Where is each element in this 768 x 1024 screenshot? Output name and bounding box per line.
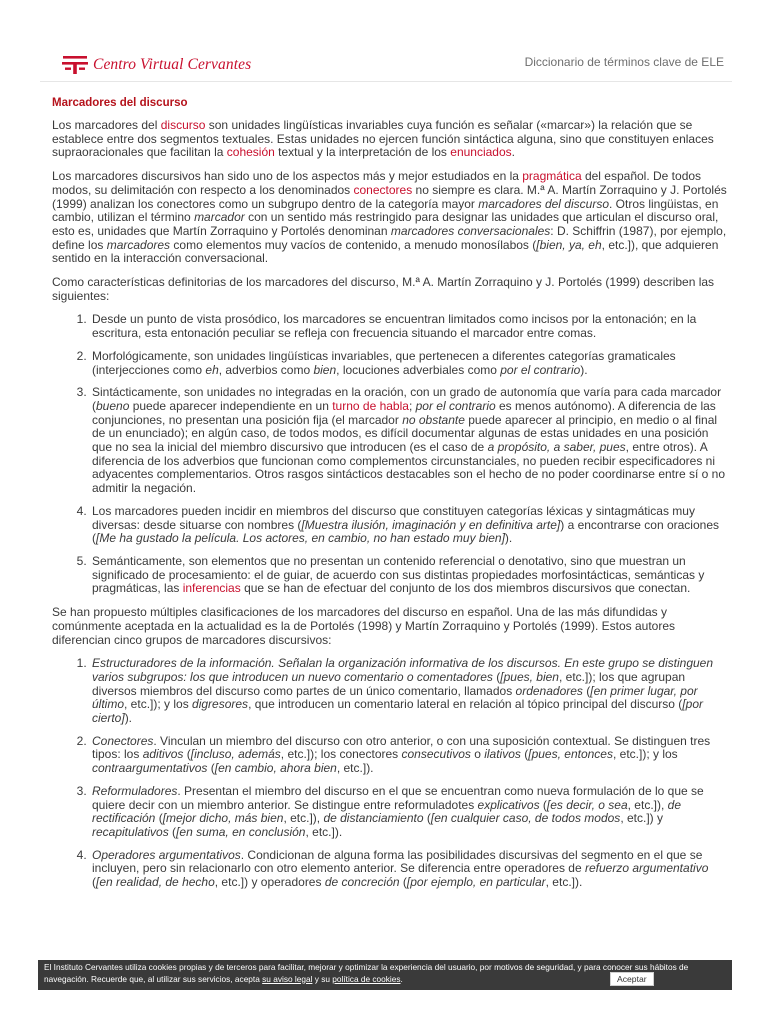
- italic-text: ordenadores: [515, 683, 583, 698]
- cookie-policy-link[interactable]: política de cookies: [332, 973, 401, 984]
- list-item: [90, 849, 730, 890]
- text-run: , etc.]) y operadores: [214, 875, 325, 890]
- cervantes-logo-icon: [62, 55, 88, 75]
- text-run: (: [207, 761, 215, 776]
- italic-text: marcadores conversacionales: [390, 223, 551, 238]
- glossary-link[interactable]: inferencias: [182, 581, 241, 596]
- text-run: puede aparecer independiente en un: [129, 398, 333, 413]
- italic-text: [Muestra ilusión, imaginación y en definitiva arte]: [301, 517, 561, 532]
- italic-text: [incluso, además: [190, 747, 281, 762]
- text-run: ) a encontrarse con oraciones (: [92, 517, 719, 546]
- italic-text: Reformuladores: [92, 783, 178, 798]
- paragraph-3: [52, 276, 730, 303]
- text-run: (: [183, 747, 191, 762]
- text-run: , etc.]).: [336, 761, 374, 776]
- text-run: es menos autónomo). A diferencia de las conjunciones, no presentan una posición fija (el marcador: [92, 398, 716, 427]
- text-run: Se han propuesto múltiples clasificaciones de los marcadores del discurso en español. Una de las más difundidas y comúnmente aceptada en la actualidad es la de Portolés (1998) y Martín Zorraquino y Portolés (1999). Estos autores diferencian cinco grupos de marcadores discursivos:: [52, 605, 676, 647]
- article: [40, 97, 732, 890]
- text-run: , entre otros). A diferencia de los adverbios que funcionan como complementos circunstanciales, no pueden recibir especificadores ni adyacentes complementarios. Otros rasgos sintácticos destacables son el hecho de no poder coordinarse entre sí o no admitir la negación.: [92, 440, 726, 496]
- text-run: como elementos muy vacíos de contenido, a menudo monosílabos (: [170, 237, 537, 252]
- italic-text: Estructuradores de la información. Señalan la organización informativa de los discursos. En este grupo se distinguen varios subgrupos: los que introducen un nuevo comentario o comentadores: [92, 656, 714, 684]
- list-item: [90, 350, 730, 377]
- text-run: (: [582, 683, 591, 698]
- text-run: , etc.]).: [545, 875, 583, 890]
- text-run: Los marcadores pueden incidir en miembros del discurso que constituyen categorías léxicas y sintagmáticas muy diversas: desde situarse con nombres (: [92, 503, 695, 532]
- text-run: Los marcadores del: [52, 118, 161, 132]
- italic-text: [en realidad, de hecho: [96, 875, 215, 890]
- italic-text: de distanciamiento: [323, 811, 424, 826]
- text-run: , etc.]) y: [620, 811, 663, 826]
- text-run: (: [520, 747, 529, 762]
- list-item: [90, 386, 730, 496]
- text-run: no siempre es clara. M.ª A. Martín Zorraquino y J. Portolés (1999) analizan los conectores como un subgrupo dentro de la categoría mayor: [52, 182, 727, 211]
- text-run: del español. De todos modos, su delimitación con respecto a los denominados: [52, 169, 702, 197]
- text-run: Semánticamente, son elementos que no presentan un contenido referencial o denotativo, sino que muestran un significado de procesamiento: el de guiar, de acuerdo con sus distintas propiedades morfosintácticas, semánticas y pragmáticas, las: [92, 553, 705, 596]
- text-run: , etc.]).: [305, 824, 343, 839]
- text-run: Morfológicamente, son unidades lingüísticas invariables, que pertenecen a diferentes categorías gramaticales (interjecciones como: [92, 348, 676, 377]
- italic-text: a propósito, a saber, pues: [487, 440, 626, 455]
- italic-text: [en cualquier caso, de todos modos: [430, 811, 621, 826]
- text-run: con un sentido más restringido para designar las unidades que articulan el discurso oral, esto es, unidades que Martín Zorraquino y Portolés denominan: [52, 210, 719, 238]
- italic-text: [Me ha gustado la película. Los actores, en cambio, no han estado muy bien]: [96, 531, 505, 546]
- text-run: textual y la interpretación de los: [274, 145, 451, 160]
- glossary-link[interactable]: turno de habla: [332, 398, 409, 413]
- text-run: Como características definitorias de los marcadores del discurso, M.ª A. Martín Zorraquino y J. Portolés (1999) describen las siguientes:: [52, 275, 715, 303]
- italic-text: eh: [205, 362, 219, 377]
- paragraph-1: [52, 119, 730, 160]
- cookie-text-before: El Instituto Cervantes utiliza cookies propias y de terceros para facilitar, mejorar y optimizar la experiencia del usuario, por motivos de seguridad, y para conocer sus hábitos de navegación. Recuerde que, al utilizar sus servicios, acepta: [44, 962, 689, 984]
- paragraph-2: [52, 170, 730, 266]
- cookie-text-middle: y su: [312, 973, 333, 984]
- text-run: , locuciones adverbiales como: [336, 362, 501, 377]
- glossary-link[interactable]: cohesión: [226, 145, 275, 160]
- italic-text: no obstante: [402, 412, 465, 427]
- text-run: . Presentan el miembro del discurso en el que se encuentran como nueva formulación de lo que se quiere decir con un miembro anterior. Se distingue entre reformuladotes: [92, 783, 704, 812]
- italic-text: [en cambio, ahora bien: [214, 761, 337, 776]
- text-run: , etc.]); y los: [612, 747, 678, 762]
- legal-notice-link[interactable]: su aviso legal: [262, 973, 313, 984]
- text-run: Desde un punto de vista prosódico, los marcadores se encuentran limitados como incisos por la entonación; en la escritura, esta entonación peculiar se refleja con frecuencia situando el marcador entre comas.: [92, 312, 697, 341]
- italic-text: de concreción: [324, 875, 400, 890]
- logo-text: Centro Virtual Cervantes: [93, 56, 252, 73]
- text-run: , etc.]); y los: [124, 697, 193, 712]
- list-item: [90, 505, 730, 546]
- text-run: son unidades lingüísticas invariables cuya función es señalar («marcar») la relación que se establece entre dos segmentos textuales. Estas unidades no ejercen función sintáctica alguna, sino que constituyen enlaces supraoracionales que facilitan la: [52, 118, 714, 160]
- glossary-link[interactable]: conectores: [353, 182, 413, 197]
- text-run: (: [492, 669, 501, 684]
- italic-text: Operadores argumentativos: [92, 847, 241, 862]
- italic-text: [pues, bien: [500, 669, 559, 684]
- text-run: . Condicionan de alguna forma las posibilidades discursivas del segmento en el que se incluyen, pero sin relacionarlo con otro elemento anterior. Se diferencia entre operadores de: [92, 847, 703, 876]
- glossary-link[interactable]: pragmática: [522, 169, 582, 184]
- list-item: [90, 785, 730, 840]
- text-run: puede aparecer al principio, en medio o al final de un enunciado); en algún caso, de todos modos, es difícil documentar algunas de estas unidades en una posición que no sea la inicial del miembro discursivo que introducen (es el caso de: [92, 412, 718, 455]
- text-run: ;: [408, 398, 416, 413]
- text-run: o: [470, 747, 485, 762]
- italic-text: [en suma, en conclusión: [176, 824, 306, 839]
- text-run: (: [539, 797, 547, 812]
- text-run: (: [155, 811, 163, 826]
- list-item: [90, 657, 730, 726]
- italic-text: por el contrario: [415, 398, 496, 413]
- italic-text: bien: [313, 362, 337, 377]
- accept-cookies-button[interactable]: Aceptar: [610, 972, 654, 986]
- text-run: , adverbios como: [218, 362, 314, 377]
- text-run: , etc.]); los conectores: [280, 747, 402, 762]
- italic-text: aditivos: [142, 747, 184, 762]
- header: [40, 0, 732, 82]
- paragraph-4: [52, 606, 730, 647]
- page-title: Marcadores del discurso: [52, 97, 188, 109]
- list-item: [90, 735, 730, 776]
- text-run: ).: [504, 531, 513, 546]
- page: [40, 0, 732, 900]
- text-run: que se han de efectuar del conjunto de los dos miembros discursivos que conectan.: [240, 581, 691, 596]
- italic-text: por el contrario: [500, 362, 581, 377]
- italic-text: bueno: [96, 398, 130, 413]
- text-run: (: [168, 824, 177, 839]
- italic-text: [es decir, o sea: [546, 797, 628, 812]
- italic-text: de rectificación: [92, 797, 682, 826]
- text-run: Sintácticamente, son unidades no integradas en la oración, con un grado de autonomía que varía para cada marcador (: [92, 385, 722, 413]
- italic-text: recapitulativos: [92, 824, 169, 839]
- list-item: [90, 313, 730, 340]
- italic-text: explicativos: [477, 797, 540, 812]
- dictionary-title[interactable]: Diccionario de términos clave de ELE: [524, 55, 724, 69]
- text-run: ).: [124, 711, 133, 726]
- cookie-message: [44, 962, 696, 985]
- italic-text: [por ejemplo, en particular: [406, 875, 546, 890]
- italic-text: refuerzo argumentativo: [584, 861, 709, 876]
- text-run: .: [511, 145, 515, 160]
- text-run: , etc.]),: [627, 797, 668, 812]
- italic-text: marcadores: [106, 237, 171, 252]
- italic-text: marcadores del discurso: [478, 196, 609, 211]
- glossary-link[interactable]: discurso: [160, 118, 206, 132]
- text-run: ).: [580, 362, 588, 377]
- italic-text: contraargumentativos: [92, 761, 208, 776]
- italic-text: [en primer lugar, por último: [92, 683, 698, 712]
- cvc-logo[interactable]: [62, 55, 251, 75]
- characteristics-list: [90, 313, 730, 596]
- italic-text: [pues, entonces: [528, 747, 613, 762]
- text-run: . Vinculan un miembro del discurso con otro anterior, o con una suposición contextual. Se distinguen tres tipos: los: [92, 733, 711, 762]
- text-run: : D. Schiffrin (1987), por ejemplo, define los: [52, 223, 727, 252]
- text-run: , etc.]), que adquieren sentido en la interacción conversacional.: [52, 237, 719, 266]
- text-run: (: [92, 875, 96, 890]
- italic-text: marcador: [194, 210, 245, 225]
- text-run: . Otros lingüistas, en cambio, utilizan el término: [52, 196, 719, 225]
- text-run: Los marcadores discursivos han sido uno de los aspectos más y mejor estudiados en la: [52, 169, 523, 184]
- italic-text: consecutivos: [401, 747, 471, 762]
- text-run: , que introducen un comentario lateral en relación al tópico principal del discurso (: [248, 697, 683, 712]
- italic-text: Conectores: [92, 733, 154, 748]
- italic-text: [mejor dicho, más bien: [162, 811, 284, 826]
- text-run: , etc.]); los que agrupan diversos miembros del discurso como partes de un único comentario, llamados: [92, 669, 686, 698]
- cookie-text-after: .: [400, 973, 403, 984]
- marker-groups-list: [90, 657, 730, 890]
- cookie-banner: [38, 960, 732, 990]
- italic-text: [por cierto]: [92, 697, 703, 726]
- list-item: [90, 555, 730, 596]
- italic-text: digresores: [192, 697, 249, 712]
- text-run: (: [423, 811, 431, 826]
- italic-text: [bien, ya, eh: [536, 237, 602, 252]
- text-run: (: [399, 875, 407, 890]
- text-run: , etc.]),: [283, 811, 324, 826]
- glossary-link[interactable]: enunciados: [450, 145, 512, 160]
- italic-text: ilativos: [484, 747, 521, 762]
